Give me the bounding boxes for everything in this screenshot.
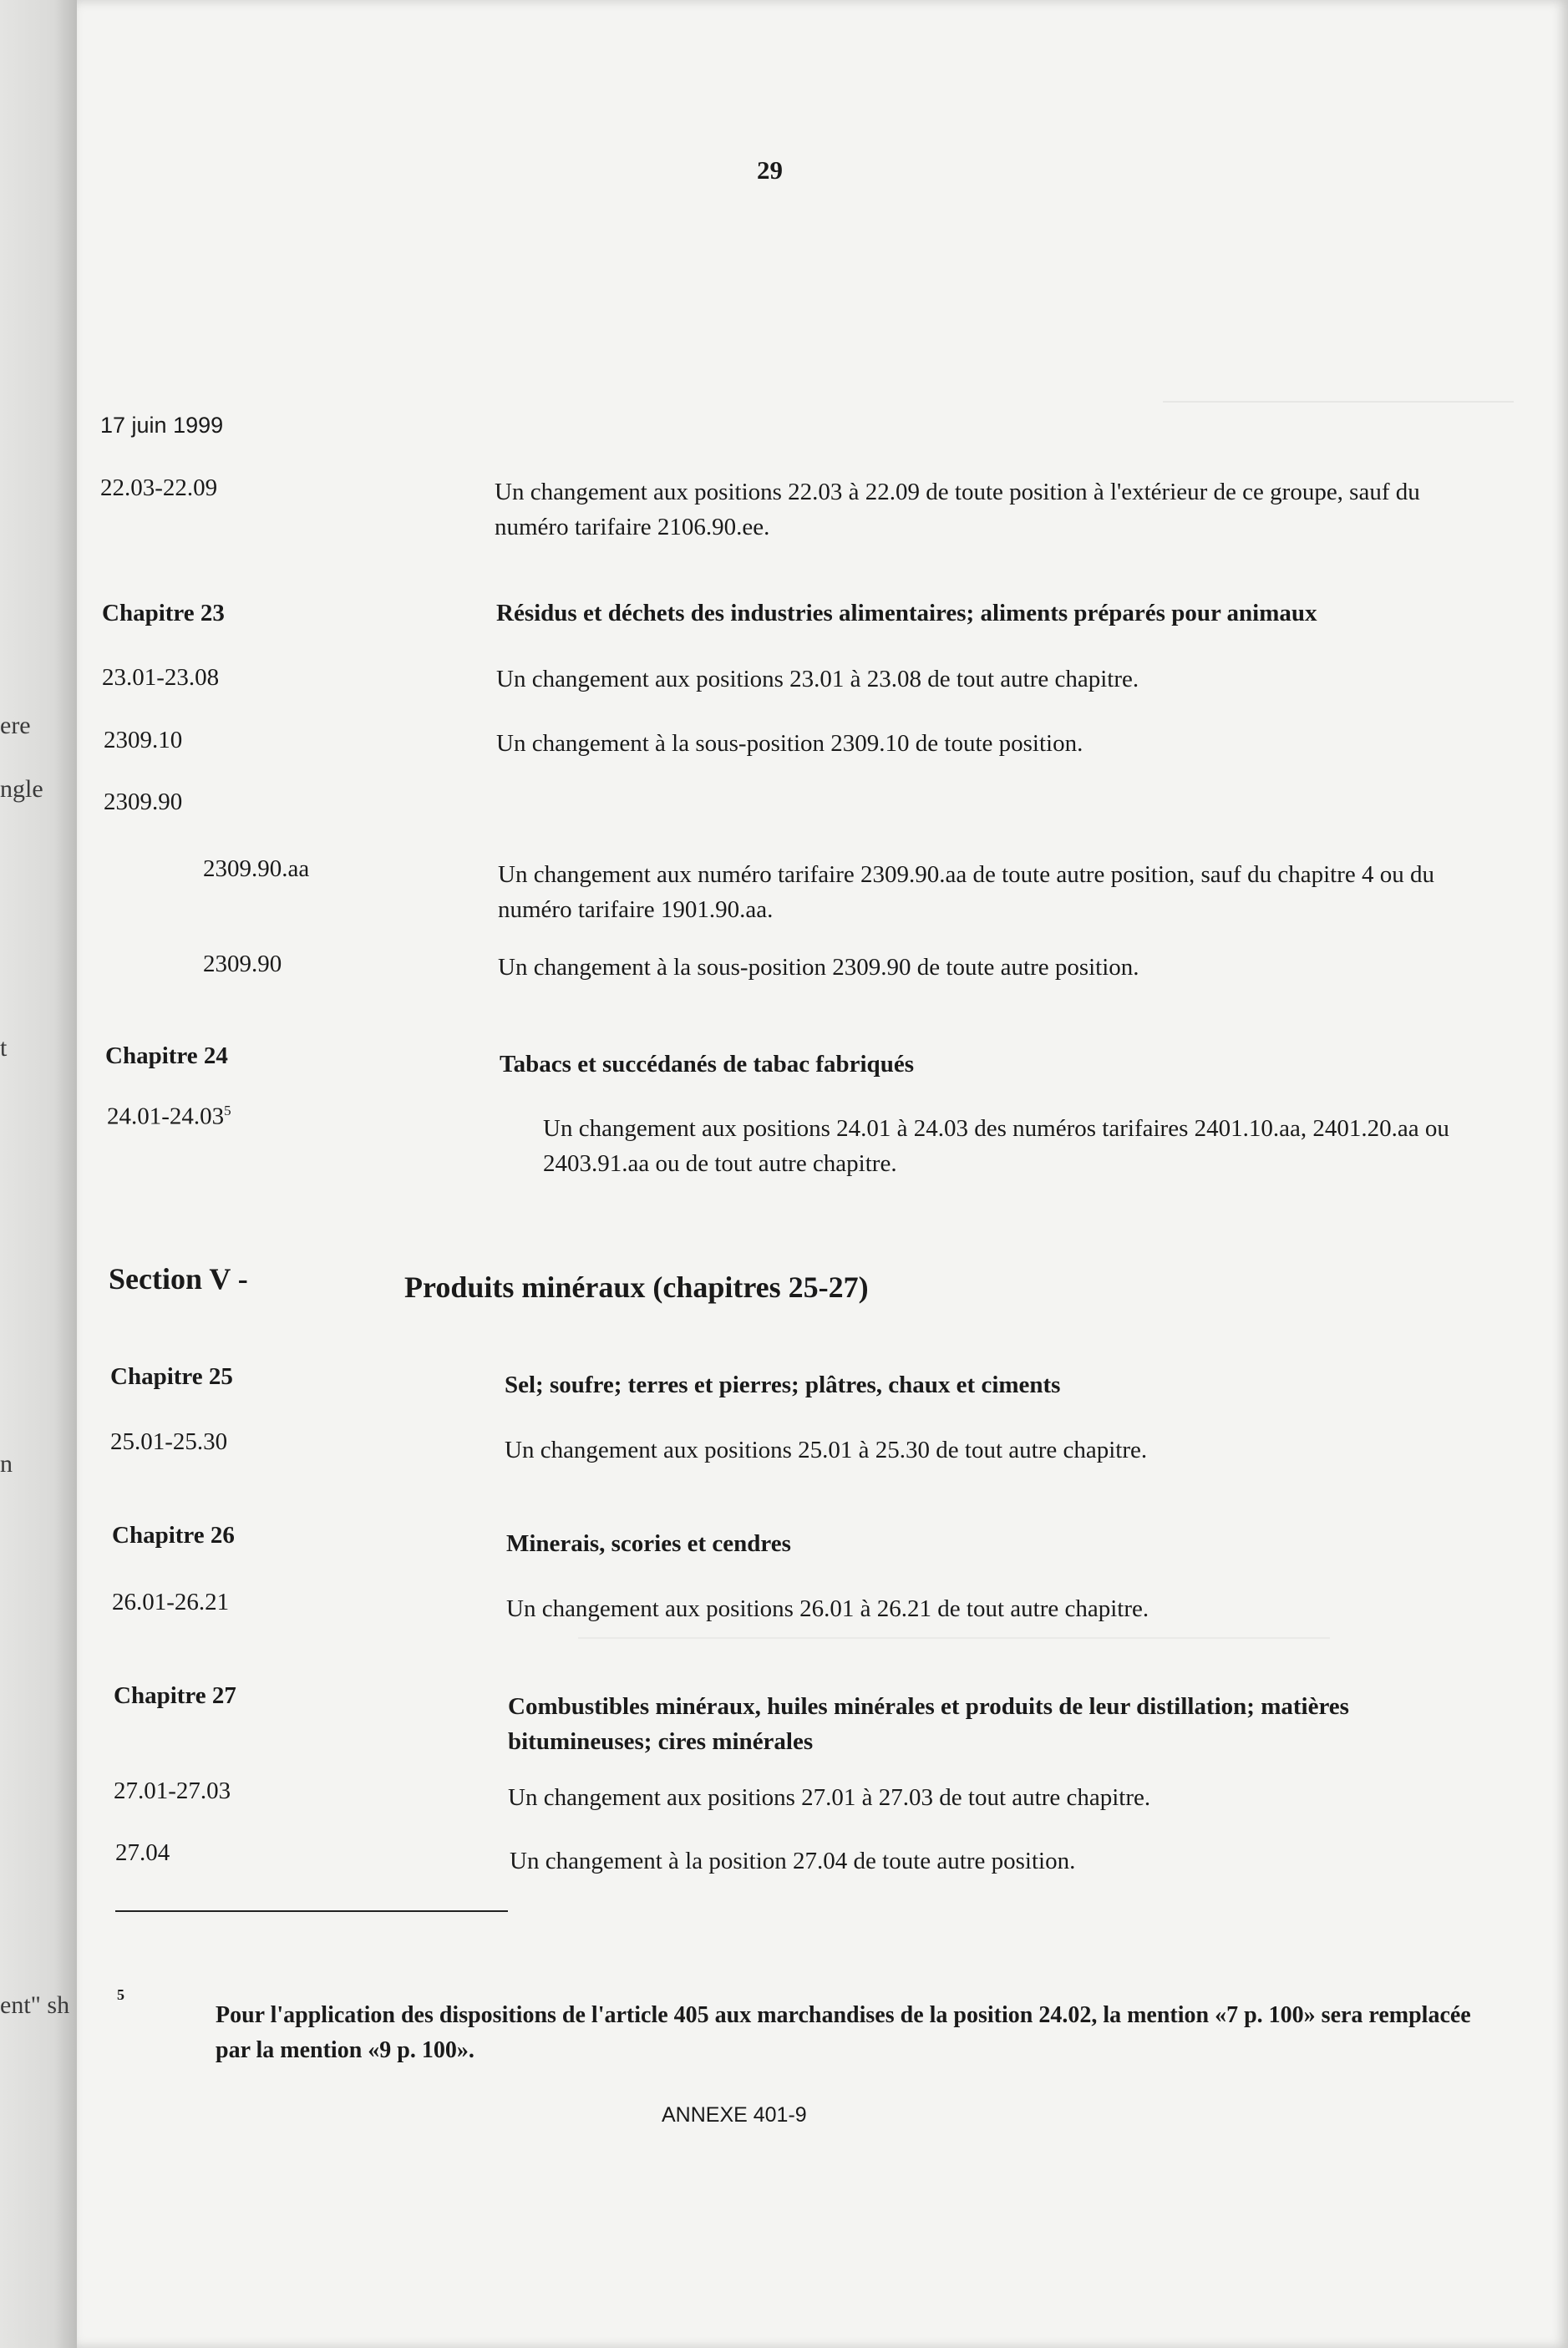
chapter-heading: Chapitre 26 <box>112 1522 235 1549</box>
margin-fragment: ent" sh <box>0 1991 70 2019</box>
page-number: 29 <box>757 155 783 185</box>
chapter-heading: Chapitre 24 <box>105 1042 228 1069</box>
annex-footer: ANNEXE 401-9 <box>662 2103 807 2127</box>
margin-fragment: t <box>0 1034 8 1062</box>
adjacent-page-edge <box>0 0 77 2348</box>
tariff-code: 2309.90 <box>104 789 183 815</box>
tariff-subcode: 2309.90.aa <box>203 855 310 882</box>
rule-text: Un changement aux positions 24.01 à 24.03 des numéros tarifaires 2401.10.aa, 2401.20.aa ou 2403.91.aa ou de tout autre chapitre. <box>543 1115 1449 1177</box>
tariff-code: 25.01-25.30 <box>110 1428 228 1455</box>
rule-text: Un changement aux positions 22.03 à 22.09 de toute position à l'extérieur de ce groupe, sauf du numéro tarifaire 2106.90.ee. <box>495 479 1420 540</box>
chapter-heading: Chapitre 27 <box>114 1682 236 1709</box>
tariff-code: 2309.10 <box>104 727 183 753</box>
footnote-text: Pour l'application des dispositions de l'article 405 aux marchandises de la position 24.02, la mention «7 p. 100» sera remplacée par la mention «9 p. 100». <box>216 2002 1471 2063</box>
section-title: Produits minéraux (chapitres 25-27) <box>404 1270 869 1304</box>
tariff-subcode: 2309.90 <box>203 951 282 977</box>
tariff-code: 26.01-26.21 <box>112 1589 230 1615</box>
rule-text: Un changement à la position 27.04 de toute autre position. <box>510 1848 1076 1874</box>
margin-fragment: ere <box>0 712 31 739</box>
chapter-title: Résidus et déchets des industries alimentaires; aliments préparés pour animaux <box>496 600 1317 626</box>
rule-text: Un changement aux positions 27.01 à 27.03 de tout autre chapitre. <box>508 1784 1151 1811</box>
bleed-through <box>578 1637 1330 1639</box>
footnote-ref: 5 <box>224 1103 231 1118</box>
rule-text: Un changement aux positions 23.01 à 23.08 de tout autre chapitre. <box>496 666 1139 692</box>
section-heading: Section V - <box>109 1262 248 1296</box>
chapter-title: Tabacs et succédanés de tabac fabriqués <box>500 1051 914 1078</box>
footnote-mark: 5 <box>117 1986 124 2003</box>
footnote-separator <box>115 1910 508 1912</box>
rule-text: Un changement à la sous-position 2309.10 de toute position. <box>496 730 1083 757</box>
rule-text: Un changement aux positions 26.01 à 26.21 de tout autre chapitre. <box>506 1595 1149 1622</box>
rule-text: Un changement à la sous-position 2309.90 de toute autre position. <box>498 954 1139 981</box>
chapter-heading: Chapitre 25 <box>110 1363 233 1390</box>
margin-fragment: ngle <box>0 775 43 803</box>
chapter-title: Combustibles minéraux, huiles minérales et produits de leur distillation; matières bitumineuses; cires minérales <box>508 1693 1349 1755</box>
chapter-heading: Chapitre 23 <box>102 600 225 626</box>
rule-text: Un changement aux numéro tarifaire 2309.90.aa de toute autre position, sauf du chapitre 4 ou du numéro tarifaire 1901.90.aa. <box>498 861 1434 923</box>
tariff-code: 23.01-23.08 <box>102 664 220 691</box>
chapter-title: Minerais, scories et cendres <box>506 1530 791 1557</box>
tariff-code: 27.04 <box>115 1839 170 1866</box>
margin-fragment: n <box>0 1450 13 1478</box>
chapter-title: Sel; soufre; terres et pierres; plâtres, chaux et ciments <box>505 1372 1061 1398</box>
bleed-through <box>1163 401 1514 403</box>
document-date: 17 juin 1999 <box>100 413 224 438</box>
tariff-code: 27.01-27.03 <box>114 1777 231 1804</box>
rule-text: Un changement aux positions 25.01 à 25.30 de tout autre chapitre. <box>505 1437 1148 1463</box>
tariff-code: 22.03-22.09 <box>100 474 218 501</box>
tariff-code <box>107 1103 231 1131</box>
tariff-code-text: 24.01-24.03 <box>107 1103 225 1130</box>
